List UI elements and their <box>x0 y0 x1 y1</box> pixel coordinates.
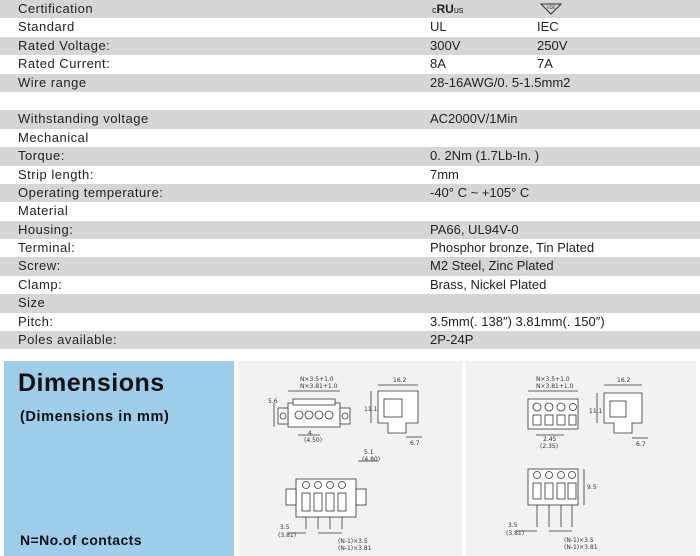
spec-row <box>0 166 700 184</box>
spec-row <box>0 202 700 220</box>
spec-value-1: AC2000V/1Min <box>430 111 518 127</box>
spec-row <box>0 239 700 257</box>
spec-row <box>0 147 700 165</box>
spec-label: Material <box>18 203 69 219</box>
dim2-pitch-a: 3.5 <box>508 522 518 529</box>
spec-value-1: 3.5mm(. 138″) 3.81mm(. 150″) <box>430 313 605 329</box>
spec-value-1: M2 Steel, Zinc Plated <box>430 258 554 274</box>
spec-row <box>0 129 700 147</box>
vde-certification-logo <box>540 3 562 15</box>
dim2-pitch-b: (3.81) <box>506 530 525 537</box>
drawing-flange-svg <box>238 361 462 556</box>
dim-pitch-top-b: N×3.81+1.0 <box>300 383 338 390</box>
technical-drawing-standard <box>466 361 696 556</box>
spec-value-1: UL <box>430 19 447 35</box>
dimensions-title: Dimensions <box>18 369 165 397</box>
spec-label: Poles available: <box>18 332 118 348</box>
drawing-standard-svg <box>466 361 696 556</box>
spec-value-2: 250V <box>537 37 568 53</box>
dim2-bottom-b: (2.35) <box>540 443 559 450</box>
dim-span-b: (N-1)×3.81 <box>338 545 372 552</box>
dim2-pitch-top-b: N×3.81+1.0 <box>536 383 574 390</box>
spec-label: Withstanding voltage <box>18 111 149 127</box>
dim-pitch-b: (3.81) <box>278 532 297 539</box>
spec-row <box>0 276 700 294</box>
spec-row <box>0 74 700 92</box>
spec-row <box>0 55 700 73</box>
spec-value-2: IEC <box>537 19 559 35</box>
ul-certification-logo: cRUus <box>432 2 464 16</box>
dimensions-subtitle: (Dimensions in mm) <box>20 409 170 425</box>
spec-row <box>0 313 700 331</box>
spec-label: Terminal: <box>18 240 76 256</box>
spec-label: Certification <box>18 1 94 16</box>
contacts-note: N=No.of contacts <box>20 532 142 548</box>
dim2-side-width: 16.2 <box>617 377 631 384</box>
spec-value-1: 300V <box>430 37 461 53</box>
spec-label: Standard <box>18 19 75 35</box>
spec-label: Size <box>18 295 46 311</box>
spec-row <box>0 18 700 36</box>
spec-label: Screw: <box>18 258 61 274</box>
dim-pitch-top-a: N×3.5+1.0 <box>300 376 334 383</box>
spec-row <box>0 184 700 202</box>
dim-pitch-a: 3.5 <box>280 524 290 531</box>
dim-bottom-a: 4 <box>308 430 312 437</box>
dim-bottom-b: (4.50) <box>304 437 323 444</box>
spec-value-1: 8A <box>430 56 446 72</box>
spec-value-1: PA66, UL94V-0 <box>430 221 519 237</box>
spec-row <box>0 92 700 110</box>
spec-label: Pitch: <box>18 313 54 329</box>
dim-side-depth: 6.7 <box>410 440 420 447</box>
spec-value-1: 2P-24P <box>430 332 474 348</box>
spec-label: Rated Voltage: <box>18 37 111 53</box>
dim2-bottom-a: 2.45 <box>543 436 557 443</box>
spec-label: Strip length: <box>18 166 94 182</box>
svg-text:VDE: VDE <box>546 5 556 10</box>
dimensions-panel <box>4 361 234 556</box>
spec-value-1: 28-16AWG/0. 5-1.5mm2 <box>430 74 571 90</box>
dim-side-width: 16.2 <box>393 377 407 384</box>
spec-label: Mechanical <box>18 129 89 145</box>
spec-row <box>0 257 700 275</box>
spec-row <box>0 110 700 128</box>
spec-row <box>0 221 700 239</box>
spec-label: Operating temperature: <box>18 184 164 200</box>
spec-label: Wire range <box>18 74 87 90</box>
dim2-span-a: (N-1)×3.5 <box>564 537 594 544</box>
spec-value-1: Brass, Nickel Plated <box>430 276 547 292</box>
spec-row <box>0 294 700 312</box>
spec-label: Housing: <box>18 221 74 237</box>
spec-value-1: Phosphor bronze, Tin Plated <box>430 240 595 256</box>
dim-side-height: 11.1 <box>364 406 378 413</box>
technical-drawing-flange <box>238 361 462 556</box>
dim2-front-height: 9.5 <box>587 484 597 491</box>
spec-row <box>0 0 700 18</box>
spec-value-1: 0. 2Nm (1.7Lb-In. ) <box>430 148 540 164</box>
spec-value-2: 7A <box>537 56 553 72</box>
spec-label: Torque: <box>18 148 65 164</box>
spec-value-1: -40° C ~ +105° C <box>430 184 530 200</box>
spec-value-1: 7mm <box>430 166 459 182</box>
dim2-side-depth: 6.7 <box>636 441 646 448</box>
dim-front-gap-b: (4.80) <box>362 456 381 463</box>
dim2-side-height: 11.1 <box>589 408 603 415</box>
dim2-pitch-top-a: N×3.5+1.0 <box>536 376 570 383</box>
dim-span-a: (N-1)×3.5 <box>338 538 368 545</box>
spec-row <box>0 331 700 349</box>
spec-label: Rated Current: <box>18 56 111 72</box>
spec-row <box>0 37 700 55</box>
dim-front-gap-a: 5.1 <box>364 449 374 456</box>
spec-label: Clamp: <box>18 276 63 292</box>
dim-height: 5.6 <box>268 398 278 405</box>
dim2-span-b: (N-1)×3.81 <box>564 544 598 551</box>
